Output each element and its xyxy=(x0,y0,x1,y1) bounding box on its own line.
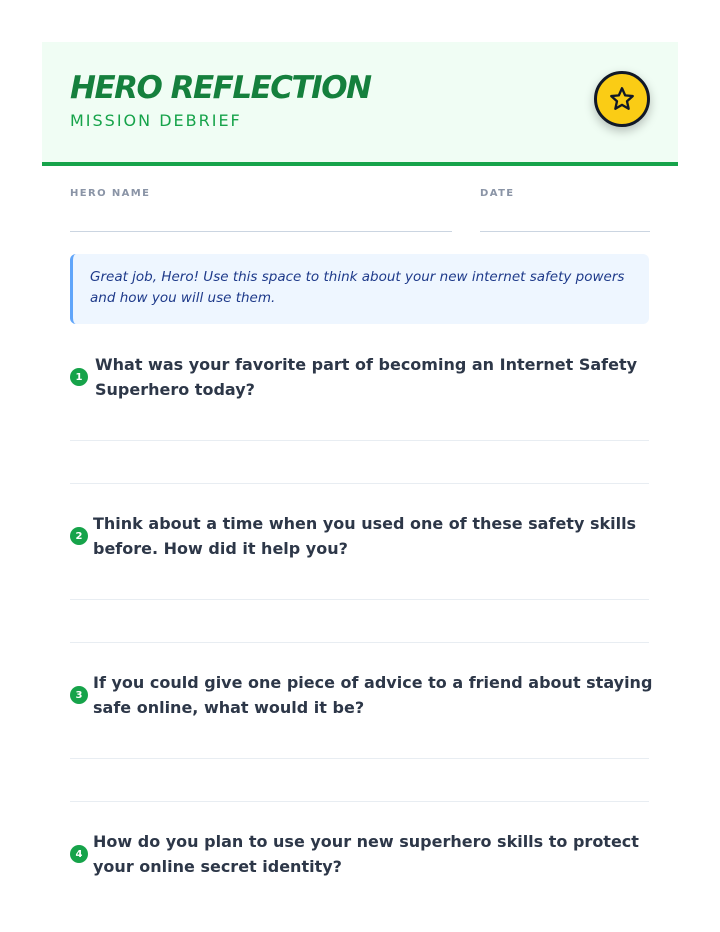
intro-callout: Great job, Hero! Use this space to think about your new internet safety powers and how you will use them. xyxy=(70,254,649,324)
question-text: How do you plan to use your new superhero skills to protect your online secret identity? xyxy=(93,832,639,876)
date-field[interactable] xyxy=(480,231,650,232)
hero-name-field[interactable] xyxy=(70,231,452,232)
page-title: HERO REFLECTION xyxy=(70,70,371,106)
question-number-badge: 4 xyxy=(70,845,88,863)
hero-name-label: HERO NAME xyxy=(70,188,151,199)
answer-line[interactable] xyxy=(70,599,649,600)
question-text: If you could give one piece of advice to a friend about staying safe online, what would it be? xyxy=(93,673,653,717)
answer-line[interactable] xyxy=(70,642,649,643)
answer-line[interactable] xyxy=(70,440,649,441)
date-label: DATE xyxy=(480,188,515,199)
page-subtitle: MISSION DEBRIEF xyxy=(70,111,242,130)
star-icon xyxy=(608,85,636,113)
answer-line[interactable] xyxy=(70,483,649,484)
question-number-badge: 1 xyxy=(70,368,88,386)
answer-line[interactable] xyxy=(70,758,649,759)
question-text: Think about a time when you used one of these safety skills before. How did it help you? xyxy=(93,514,637,558)
question-number-badge: 3 xyxy=(70,686,88,704)
header-banner xyxy=(42,42,678,166)
question-text: What was your favorite part of becoming an Internet Safety Superhero today? xyxy=(95,355,638,399)
question-number-badge: 2 xyxy=(70,527,88,545)
answer-line[interactable] xyxy=(70,801,649,802)
star-badge xyxy=(594,71,650,127)
